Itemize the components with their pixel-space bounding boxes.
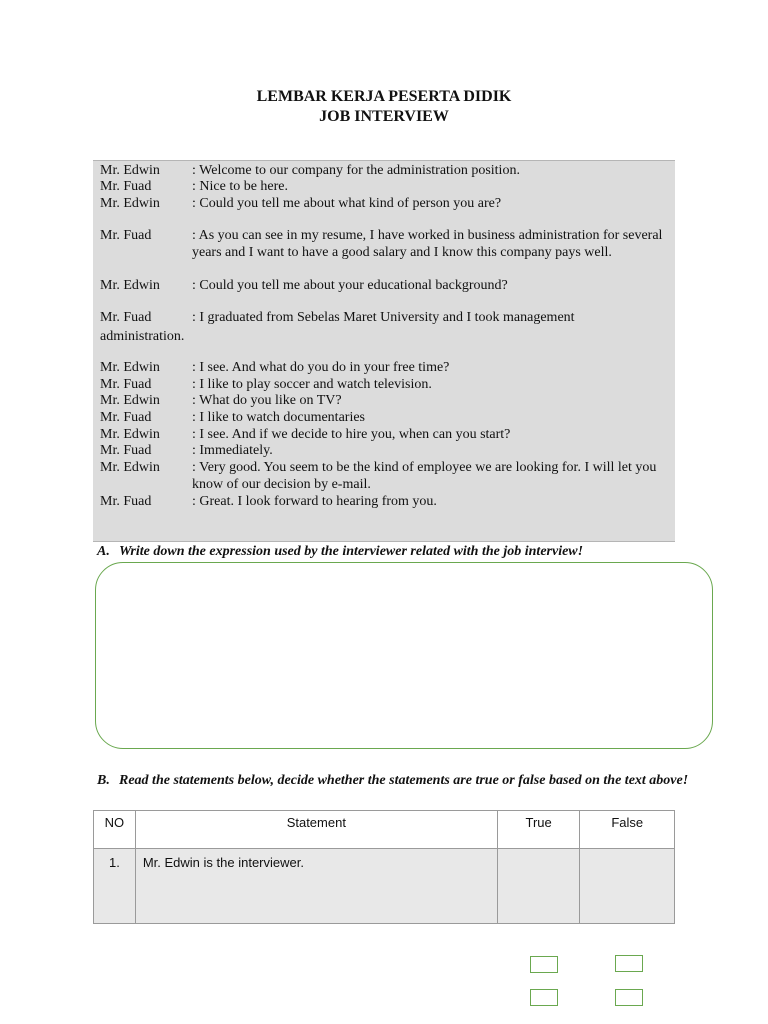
- false-checkbox[interactable]: [615, 955, 643, 972]
- speaker-name: Mr. Fuad: [100, 310, 152, 325]
- statement-table: [93, 810, 675, 924]
- utterance: : Welcome to our company for the administration position.: [192, 163, 520, 178]
- row-number: 1.: [94, 849, 136, 924]
- row-true-cell[interactable]: [497, 849, 580, 924]
- utterance: : Immediately.: [192, 443, 273, 458]
- row-false-cell[interactable]: [580, 849, 675, 924]
- speaker-name: Mr. Edwin: [100, 196, 160, 211]
- utterance: : Very good. You seem to be the kind of employee we are looking for. I will let you know of our decision by e-mail.: [192, 460, 657, 492]
- speaker-name: Mr. Edwin: [100, 360, 160, 375]
- section-text: Read the statements below, decide whether the statements are true or false based on the text above!: [119, 773, 689, 788]
- false-checkbox[interactable]: [615, 989, 643, 1006]
- speaker-name: Mr. Edwin: [100, 163, 160, 178]
- utterance: : Could you tell me about your educational background?: [192, 278, 508, 293]
- utterance: : As you can see in my resume, I have worked in business administration for several years and I want to have a good salary and I know this company pays well.: [192, 228, 663, 260]
- speaker-name: Mr. Fuad: [100, 228, 152, 243]
- speaker-name: Mr. Edwin: [100, 460, 160, 475]
- answer-box[interactable]: [95, 562, 713, 749]
- worksheet-subtitle: JOB INTERVIEW: [319, 108, 449, 125]
- row-statement: Mr. Edwin is the interviewer.: [135, 849, 497, 924]
- utterance: : Great. I look forward to hearing from you.: [192, 494, 437, 509]
- utterance: : I like to play soccer and watch television.: [192, 377, 432, 392]
- section-text: Write down the expression used by the interviewer related with the job interview!: [119, 544, 584, 559]
- utterance: : Could you tell me about what kind of person you are?: [192, 196, 502, 211]
- header-statement: Statement: [135, 811, 497, 849]
- worksheet-title: LEMBAR KERJA PESERTA DIDIK: [256, 88, 512, 105]
- section-letter: A.: [97, 544, 110, 559]
- utterance: : I see. And if we decide to hire you, when can you start?: [192, 427, 511, 442]
- speaker-name: Mr. Fuad: [100, 494, 152, 509]
- speaker-name: Mr. Fuad: [100, 443, 152, 458]
- speaker-name: Mr. Edwin: [100, 278, 160, 293]
- header-true: True: [497, 811, 580, 849]
- speaker-name: Mr. Edwin: [100, 393, 160, 408]
- utterance: : I see. And what do you do in your free time?: [192, 360, 450, 375]
- utterance: : I graduated from Sebelas Maret University and I took management: [192, 310, 575, 325]
- table-row: [94, 849, 675, 924]
- speaker-name: Mr. Fuad: [100, 377, 152, 392]
- speaker-name: Mr. Fuad: [100, 179, 152, 194]
- utterance: : What do you like on TV?: [192, 393, 342, 408]
- true-checkbox[interactable]: [530, 956, 558, 973]
- utterance-continuation: administration.: [100, 329, 185, 344]
- header-no: NO: [94, 811, 136, 849]
- true-checkbox[interactable]: [530, 989, 558, 1006]
- dialogue-box: [93, 160, 675, 542]
- utterance: : I like to watch documentaries: [192, 410, 365, 425]
- speaker-name: Mr. Edwin: [100, 427, 160, 442]
- speaker-name: Mr. Fuad: [100, 410, 152, 425]
- table-header-row: [94, 811, 675, 849]
- header-false: False: [580, 811, 675, 849]
- section-letter: B.: [97, 773, 110, 788]
- utterance: : Nice to be here.: [192, 179, 289, 194]
